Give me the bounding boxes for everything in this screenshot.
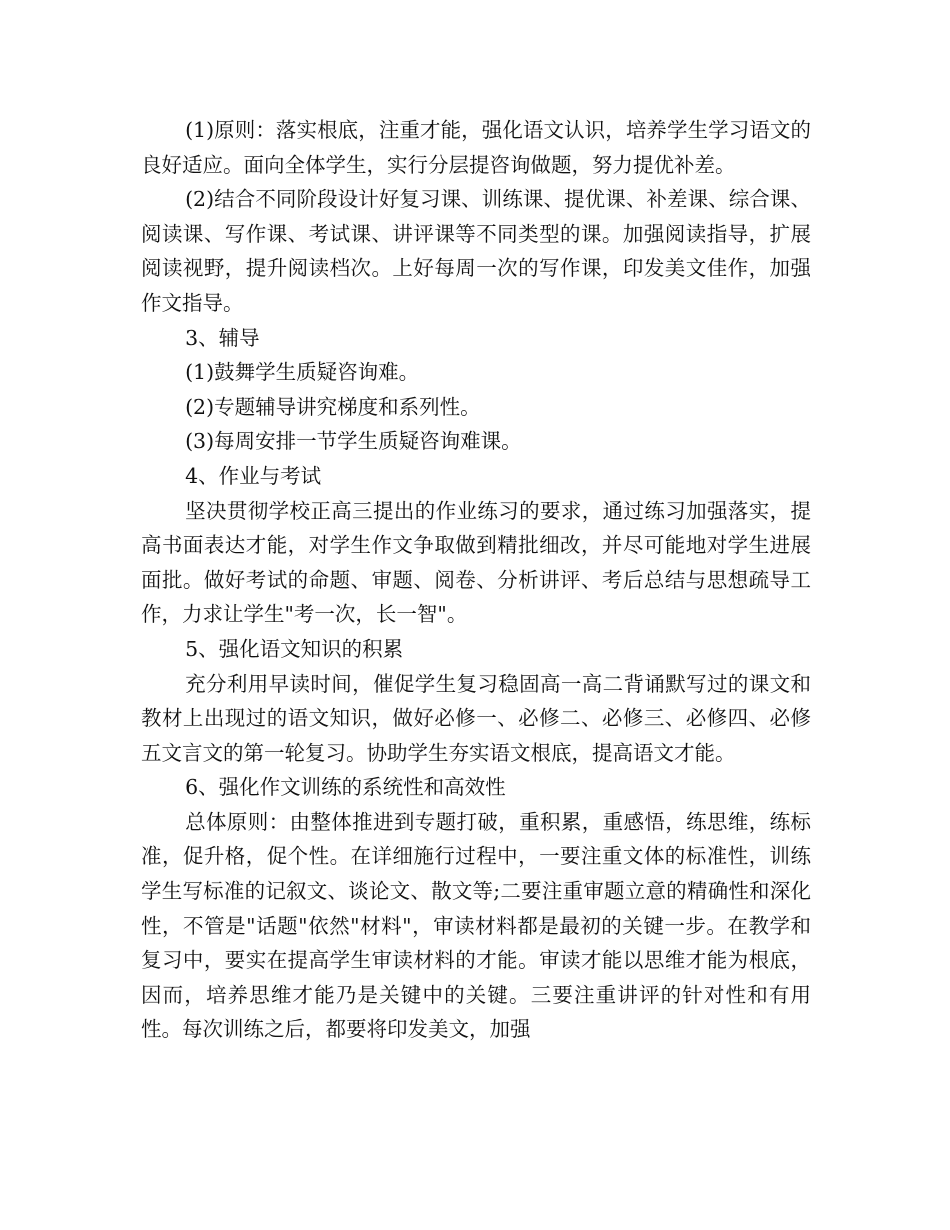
paragraph-tutoring-1: (1)鼓舞学生质疑咨询难。 <box>185 360 420 385</box>
paragraph-writing-training: 总体原则：由整体推进到专题打破，重积累，重感悟，练思维，练标准，促升格，促个性。在详细施行过程中，一要注重文体的标准性，训练学生写标准的记叙文、谈论文、散文等;二要注重审题立意的精确性和深化性，不管是"话题"依然"材料"，审读材料都是最初的关键一步。在教学和复习中，要实在提高学生审读材料的才能。审读才能以思维才能为根底，因而，培养思维才能乃是关键中的关键。三要注重讲评的针对性和有用性。每次训练之后，都要将印发美文，加强 <box>141 809 811 1042</box>
heading-homework-exams: 4、作业与考试 <box>185 463 322 488</box>
paragraph-tutoring-3: (3)每周安排一节学生质疑咨询难课。 <box>185 429 522 454</box>
paragraph-tutoring-2: (2)专题辅导讲究梯度和系列性。 <box>185 394 481 419</box>
document-body <box>141 113 811 1047</box>
heading-tutoring: 3、辅导 <box>185 325 260 350</box>
heading-knowledge-accumulation: 5、强化语文知识的积累 <box>185 636 404 661</box>
heading-writing-training: 6、强化作文训练的系统性和高效性 <box>185 775 506 800</box>
paragraph-homework-exams: 坚决贯彻学校正高三提出的作业练习的要求，通过练习加强落实，提高书面表达才能，对学生作文争取做到精批细改，并尽可能地对学生进展面批。做好考试的命题、审题、阅卷、分析讲评、考后总结与思想疏导工作，力求让学生"考一次，长一智"。 <box>141 498 811 627</box>
paragraph-knowledge-accumulation: 充分利用早读时间，催促学生复习稳固高一高二背诵默写过的课文和教材上出现过的语文知识，做好必修一、必修二、必修三、必修四、必修五文言文的第一轮复习。协助学生夯实语文根底，提高语文才能。 <box>141 671 811 765</box>
paragraph-course-design: (2)结合不同阶段设计好复习课、训练课、提优课、补差课、综合课、阅读课、写作课、考试课、讲评课等不同类型的课。加强阅读指导，扩展阅读视野，提升阅读档次。上好每周一次的写作课，印发美文佳作，加强作文指导。 <box>141 187 811 315</box>
paragraph-principle: (1)原则：落实根底，注重才能，强化语文认识，培养学生学习语文的良好适应。面向全体学生，实行分层提咨询做题，努力提优补差。 <box>141 118 811 177</box>
